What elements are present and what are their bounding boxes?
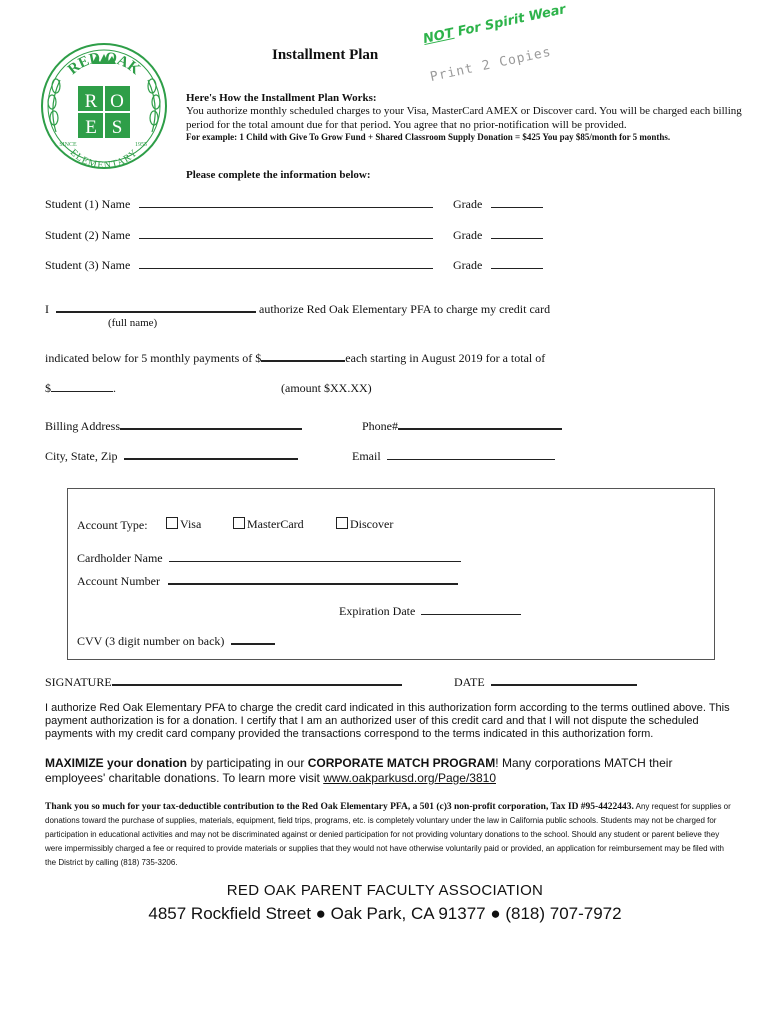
full-name-hint: (full name) <box>108 317 158 329</box>
logo-top-text: RED OAK <box>65 49 143 78</box>
student-3-row <box>45 258 433 273</box>
authorize-text: authorize Red Oak Elementary PFA to charge my credit card <box>259 302 551 316</box>
cardholder-field[interactable] <box>169 560 461 562</box>
how-heading: Here's How the Installment Plan Works: <box>186 92 377 104</box>
cardholder-row <box>77 551 461 566</box>
student-2-name-field[interactable] <box>139 237 433 239</box>
account-number-row <box>77 574 458 589</box>
example-text: For example: 1 Child with Give To Grow Fund + Shared Classroom Supply Donation = $425 You pay $85/month for 5 months. <box>186 132 671 142</box>
billing-label: Billing Address <box>45 419 121 433</box>
date-label: DATE <box>454 675 485 689</box>
discover-label: Discover <box>350 517 394 531</box>
discover-option[interactable] <box>336 517 393 532</box>
city-label: City, State, Zip <box>45 449 118 463</box>
cvv-label: CVV (3 digit number on back) <box>77 634 225 648</box>
total-period: . <box>113 381 116 395</box>
monthly-payment-field[interactable] <box>261 359 345 362</box>
match-bold-1: MAXIMIZE your donation <box>45 756 187 770</box>
logo-since: SINCE <box>59 142 77 148</box>
payments-post: each starting in August 2019 for a total of <box>345 351 546 365</box>
email-row <box>352 449 555 464</box>
logo-letter-e: E <box>85 117 97 138</box>
how-body: You authorize monthly scheduled charges to your Visa, MasterCard AMEX or Discover card. You will be charged each billing period for the total amount due for that period. You agree that no prior-notification will be provided. <box>186 105 742 131</box>
student-2-row <box>45 228 433 243</box>
instructions-heading: Please complete the information below: <box>186 169 371 181</box>
student-3-grade-label: Grade <box>453 258 483 272</box>
student-2-grade <box>453 228 543 243</box>
student-3-grade <box>453 258 543 273</box>
cvv-field[interactable] <box>231 642 275 645</box>
thanks-text <box>45 800 735 870</box>
association-address: 4857 Rockfield Street ● Oak Park, CA 91377 ● (818) 707-7972 <box>148 904 622 923</box>
student-1-grade-field[interactable] <box>491 206 543 208</box>
logo-year: 1955 <box>135 142 147 148</box>
student-1-label: Student (1) Name <box>45 197 131 211</box>
payments-pre: indicated below for 5 monthly payments of $ <box>45 351 262 365</box>
expiration-field[interactable] <box>421 613 521 615</box>
visa-option[interactable] <box>166 517 201 532</box>
city-row <box>45 449 298 464</box>
stamp-not-word: NOT <box>421 25 456 47</box>
email-label: Email <box>352 449 381 463</box>
student-1-name-field[interactable] <box>139 206 433 208</box>
phone-row <box>362 419 562 434</box>
total-row <box>45 381 116 396</box>
account-number-label: Account Number <box>77 574 160 588</box>
signature-row <box>45 675 402 690</box>
visa-checkbox[interactable] <box>166 517 178 529</box>
association-name: RED OAK PARENT FACULTY ASSOCIATION <box>226 882 544 899</box>
match-link[interactable]: www.oakparkusd.org/Page/3810 <box>323 771 496 785</box>
logo-letter-r: R <box>84 91 98 112</box>
student-2-grade-label: Grade <box>453 228 483 242</box>
authorize-row <box>45 302 550 317</box>
cvv-row <box>77 634 275 649</box>
expiration-row <box>339 604 521 619</box>
student-2-grade-field[interactable] <box>491 237 543 239</box>
student-3-label: Student (3) Name <box>45 258 131 272</box>
total-amount-field[interactable] <box>51 390 113 392</box>
authorize-i: I <box>45 302 49 316</box>
city-state-zip-field[interactable] <box>124 457 298 460</box>
match-bold-2: CORPORATE MATCH PROGRAM <box>307 756 496 770</box>
mastercard-label: MasterCard <box>247 517 304 531</box>
expiration-label: Expiration Date <box>339 604 416 618</box>
cardholder-label: Cardholder Name <box>77 551 163 565</box>
student-2-label: Student (2) Name <box>45 228 131 242</box>
student-1-grade <box>453 197 543 212</box>
discover-checkbox[interactable] <box>336 517 348 529</box>
logo-letter-s: S <box>111 117 123 138</box>
thanks-bold: Thank you so much for your tax-deductible contribution to the Red Oak Elementary PFA, a 501 (c)3 non-profit corporation, Tax ID #95-4422443. <box>45 802 634 812</box>
visa-label: Visa <box>180 517 202 531</box>
school-logo <box>40 42 168 170</box>
authorization-disclaimer: I authorize Red Oak Elementary PFA to charge the credit card indicated in this authorization form according to the terms outlined above. This payment authorization is for a donation. I certify that I am an authorized user of this credit card and that I will not dispute the scheduled payments with my credit card company provided the transactions correspond to the terms indicated in this authorization form. <box>45 702 730 740</box>
phone-field[interactable] <box>398 427 562 430</box>
match-text-2: ! Many corporations MATCH their employees' charitable donations. To learn more visit <box>45 756 673 785</box>
stamp-rest: For Spirit Wear <box>452 2 568 41</box>
billing-row <box>45 419 302 434</box>
student-3-grade-field[interactable] <box>491 267 543 269</box>
logo-letter-o: O <box>110 91 124 112</box>
mastercard-checkbox[interactable] <box>233 517 245 529</box>
phone-label: Phone# <box>362 419 398 433</box>
billing-address-field[interactable] <box>120 427 302 430</box>
spirit-wear-stamp <box>422 2 567 47</box>
student-3-name-field[interactable] <box>139 267 433 269</box>
corporate-match-text <box>45 756 735 786</box>
page-title: Installment Plan <box>272 47 379 63</box>
match-text-1: by participating in our <box>187 756 308 770</box>
print-copies-stamp: Print 2 Copies <box>428 44 553 85</box>
full-name-field[interactable] <box>56 310 256 313</box>
mastercard-option[interactable] <box>233 517 304 532</box>
amount-hint: (amount $XX.XX) <box>281 381 372 395</box>
account-number-field[interactable] <box>168 582 458 585</box>
signature-label: SIGNATURE <box>45 675 112 689</box>
student-1-row <box>45 197 433 212</box>
email-field[interactable] <box>387 458 555 460</box>
total-dollar: $ <box>45 381 51 395</box>
date-row <box>454 675 637 690</box>
thanks-small: Any request for supplies or donations toward the purchase of supplies, materials, equipment, field trips, programs, etc. is completely voluntary under the law in California public schools. Students may not be charged for participation in educational activities and may not be discriminated against or denied participation for not providing voluntary donations to the school. Should any student or parent believe they were impermissibly charged a fee or required to provide materials or supplies that they would not have otherwise voluntarily paid or provided, an application for reimbursement may be filed with the District by calling (818) 735-3206. <box>45 802 731 867</box>
account-type-label: Account Type: <box>77 518 148 532</box>
payments-row <box>45 351 545 366</box>
date-field[interactable] <box>491 683 637 686</box>
logo-bottom-text: ELEMENTARY <box>67 147 141 170</box>
signature-field[interactable] <box>112 683 402 686</box>
student-1-grade-label: Grade <box>453 197 483 211</box>
